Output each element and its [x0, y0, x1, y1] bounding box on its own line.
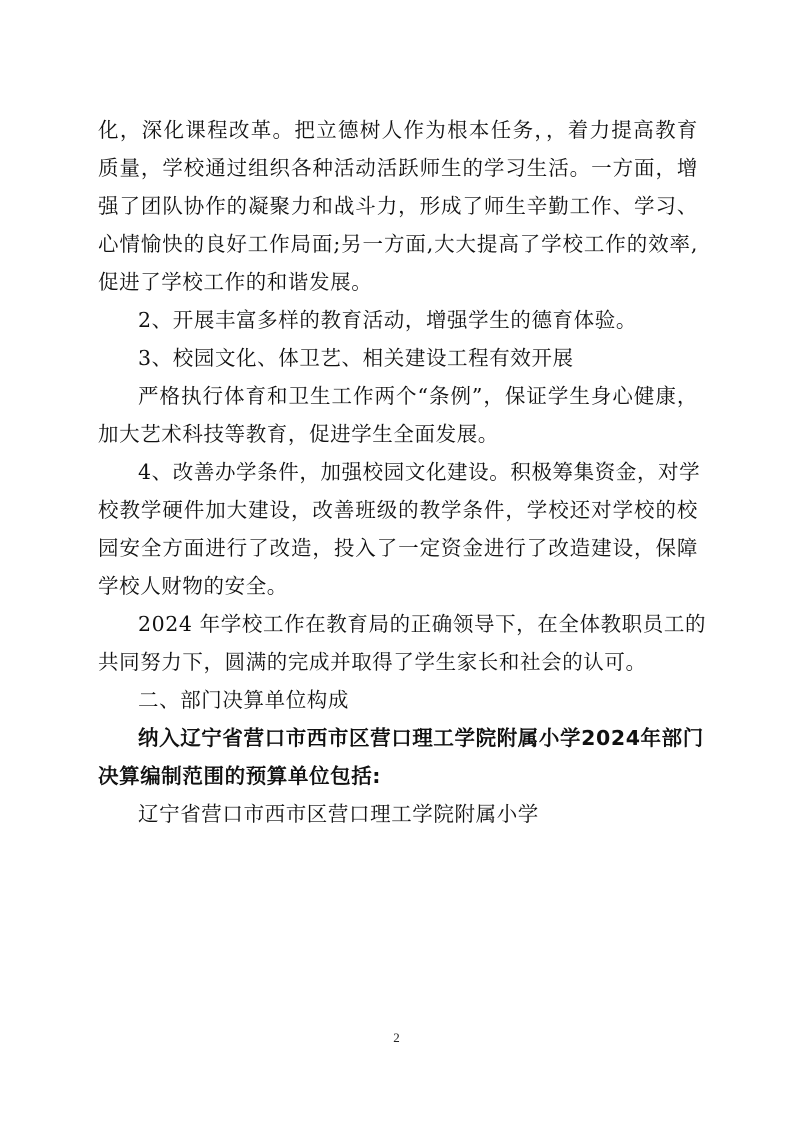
paragraph-line: 共同努力下，圆满的完成并取得了学生家长和社会的认可。 [98, 650, 647, 674]
section-heading: 二、部门决算单位构成 [138, 688, 349, 712]
paragraph-line: 强了团队协作的凝聚力和战斗力，形成了师生辛勤工作、学习、 [98, 194, 698, 218]
list-item-2: 2、开展丰富多样的教育活动，增强学生的德育体验。 [138, 308, 637, 332]
paragraph-line: 2024 年学校工作在教育局的正确领导下，在全体教职员工的 [138, 612, 707, 636]
paragraph-line: 园安全方面进行了改造，投入了一定资金进行了改造建设，保障 [98, 536, 698, 560]
paragraph-line: 化，深化课程改革。把立德树人作为根本任务，，着力提高教育 [98, 118, 698, 142]
paragraph-line: 心情愉快的良好工作局面;另一方面,大大提高了学校工作的效率, [98, 232, 698, 256]
paragraph-line: 加大艺术科技等教育，促进学生全面发展。 [98, 422, 499, 446]
bold-paragraph-line: 纳入辽宁省营口市西市区营口理工学院附属小学2024年部门 [138, 726, 704, 750]
paragraph-line: 严格执行体育和卫生工作两个“条例”，保证学生身心健康， [138, 384, 698, 408]
list-item-3: 3、校园文化、体卫艺、相关建设工程有效开展 [138, 346, 574, 370]
list-item-4: 4、改善办学条件，加强校园文化建设。积极筹集资金，对学 [138, 460, 701, 484]
unit-name: 辽宁省营口市西市区营口理工学院附属小学 [138, 802, 539, 826]
paragraph-line: 质量，学校通过组织各种活动活跃师生的学习生活。一方面，增 [98, 156, 698, 180]
paragraph-line: 促进了学校工作的和谐发展。 [98, 270, 373, 294]
bold-paragraph-line: 决算编制范围的预算单位包括: [98, 764, 382, 788]
paragraph-line: 校教学硬件加大建设，改善班级的教学条件，学校还对学校的校 [98, 498, 698, 522]
page-number: 2 [393, 1030, 400, 1045]
paragraph-line: 学校人财物的安全。 [98, 574, 288, 598]
